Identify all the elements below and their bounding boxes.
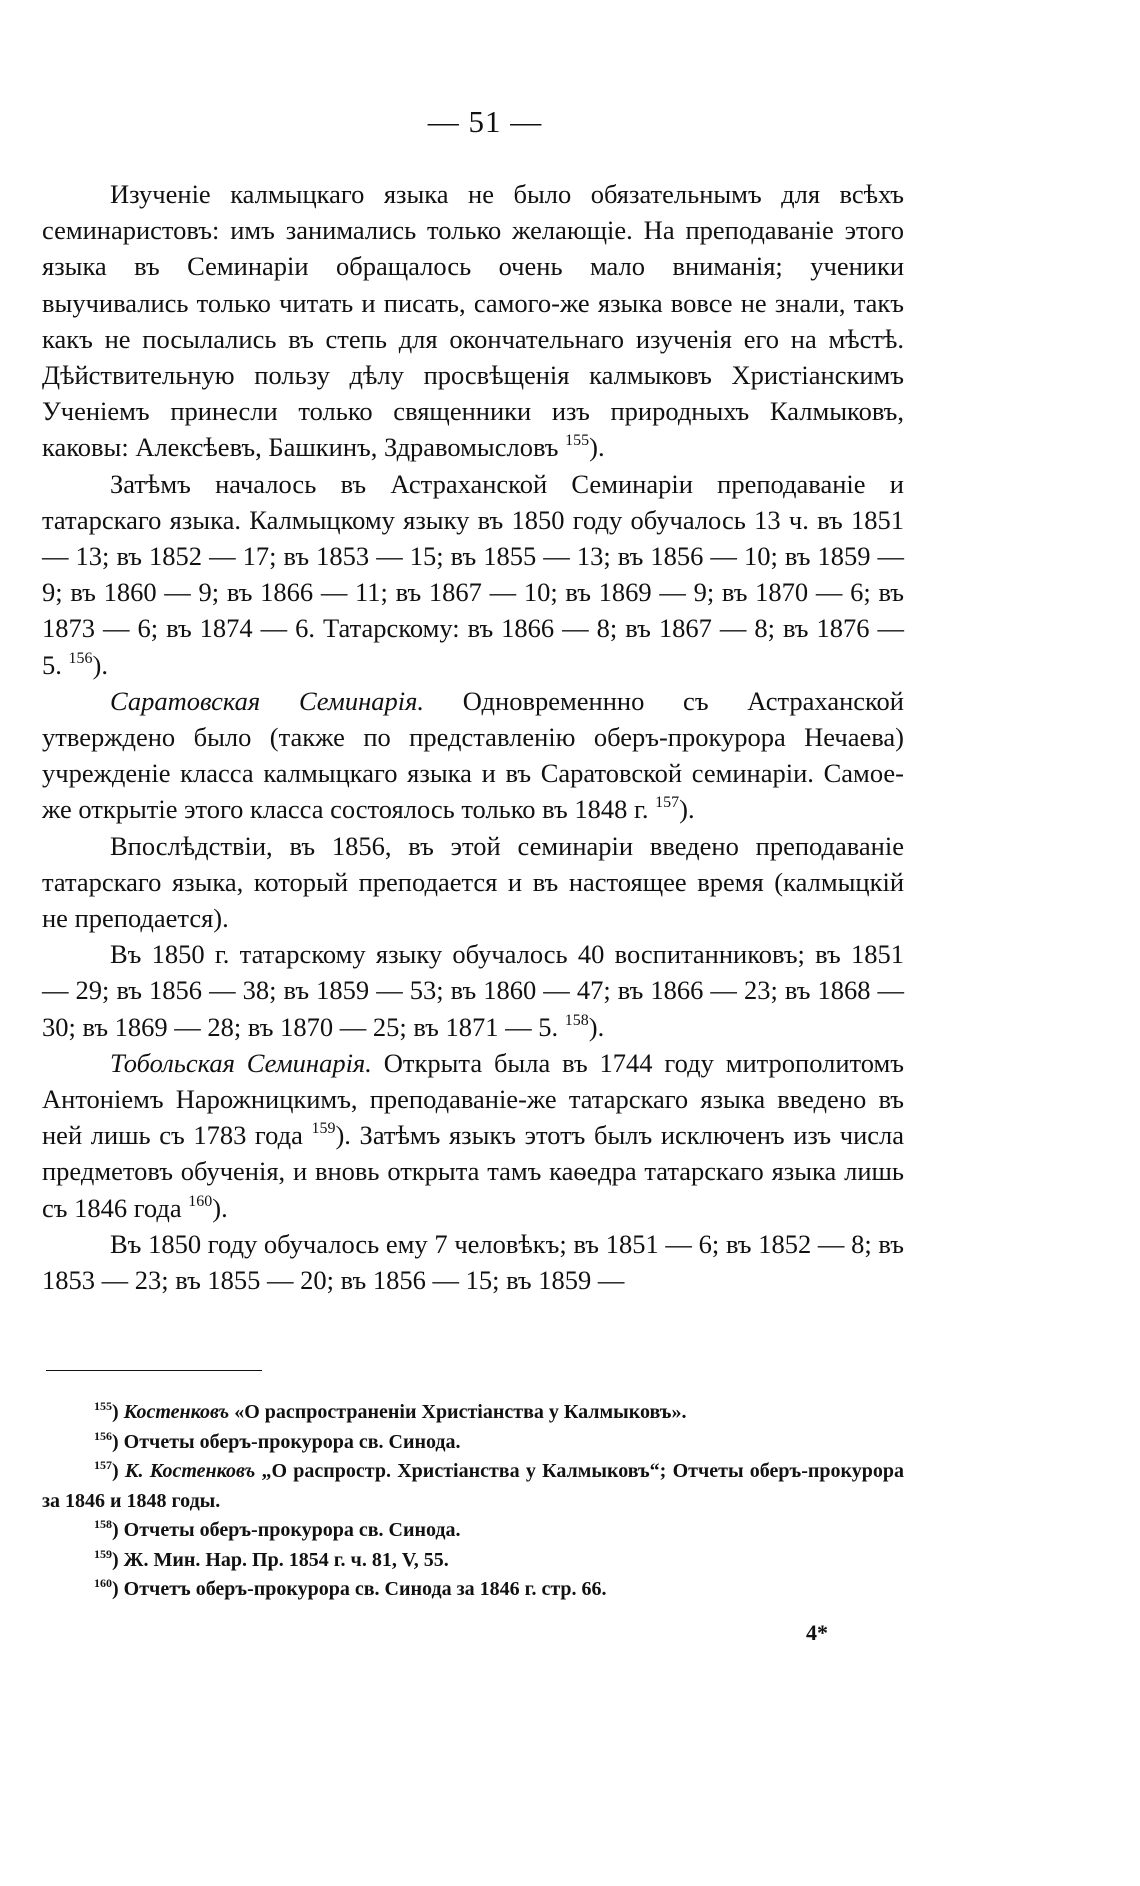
body-text [42,176,904,1298]
paragraph: Саратовская Семинарія. Одновременнно съ Астраханской утверждено было (также по представленію оберъ-прокурора Нечаева) учрежденіе класса калмыцкаго языка и въ Саратовской семинаріи. Самое-же открытіе этого класса состоялось только въ 1848 г. $^{157}$). [42,685,904,825]
page-number: — 51 — [427,104,543,139]
footnote-ref: 159 [311,1120,336,1138]
paragraph: Въ 1850 г. татарскому языку обучалось 40 воспитанниковъ; въ 1851 — 29; въ 1856 — 38; въ 1859 — 53; въ 1860 — 47; въ 1866 — 23; въ 1868 — 30; въ 1869 — 28; въ 1870 — 25; въ 1871 — 5. $^{158}$). [42,939,904,1042]
footnote-ref: 155 [565,432,590,450]
footnote: $^{158}$) Отчеты оберъ-прокурора св. Синода. [94,1517,461,1541]
section-heading: Тобольская Семинарія. [110,1047,372,1078]
footnote-ref: 156 [68,649,93,667]
footnote: $^{156}$) Отчеты оберъ-прокурора св. Синода. [94,1428,461,1453]
section-heading: Саратовская Семинарія. [110,685,425,716]
footnotes [42,1398,904,1605]
footnote-ref: 160 [188,1192,213,1210]
paragraph: Затѣмъ началось въ Астраханской Семинаріи преподаваніе и татарскаго языка. Калмыцкому языку въ 1850 году обучалось 13 ч. въ 1851 — 13; въ 1852 — 17; въ 1853 — 15; въ 1855 — 13; въ 1856 — 10; въ 1859 — 9; въ 1860 — 9; въ 1866 — 11; въ 1867 — 10; въ 1869 — 9; въ 1870 — 6; въ 1873 — 6; въ 1874 — 6. Татарскому: въ 1866 — 8; въ 1867 — 8; въ 1876 — 5. $^{156}$). [42,468,904,680]
footnote: $^{159}$) Ж. Мин. Нар. Пр. 1854 г. ч. 81, V, 55. [94,1546,449,1571]
footnote: $^{157}$) К. Костенковъ „О распростр. Христіанства у Калмыковъ“; Отчеты оберъ-прокурора за 1846 и 1848 годы. [42,1458,904,1512]
footnote-ref: 157 [655,794,680,812]
footnote: $^{155}$) Костенковъ «О распространеніи Христіанства у Калмыковъ». [94,1399,687,1423]
footnote-ref: 158 [564,1011,589,1029]
footnote-divider [46,1370,262,1371]
printer-signature-mark: 4* [806,1620,828,1645]
paragraph: Въ 1850 году обучалось ему 7 человѣкъ; въ 1851 — 6; въ 1852 — 8; въ 1853 — 23; въ 1855 — 20; въ 1856 — 15; въ 1859 — [42,1228,904,1296]
paragraph: Тобольская Семинарія. Открыта была въ 1744 году митрополитомъ Антоніемъ Нарожницкимъ, преподаваніе-же татарскаго языка введено въ ней лишь съ 1783 года $^{159}$). Затѣмъ языкъ этотъ былъ исключенъ изъ числа предметовъ обученія, и вновь открыта тамъ каѳедра татарскаго языка лишь съ 1846 года $^{160}$). [42,1047,904,1223]
paragraph: Впослѣдствіи, въ 1856, въ этой семинаріи введено преподаваніе татарскаго языка, который преподается и въ настоящее время (калмыцкій не преподается). [42,830,904,934]
paragraph: Изученіе калмыцкаго языка не было обязательнымъ для всѣхъ семинаристовъ: имъ занимались только желающіе. На преподаваніе этого языка въ Семинаріи обращалось очень мало вниманія; ученики выучивались только читать и писать, самого-же языка вовсе не знали, такъ какъ не посылались въ степь для окончательнаго изученія его на мѣстѣ. Дѣйствительную пользу дѣлу просвѣщенія калмыковъ Христіанскимъ Ученіемъ принесли только священники изъ природныхъ Калмыковъ, каковы: Алексѣевъ, Башкинъ, Здравомысловъ $^{155}$). [42,179,904,463]
footnote: $^{160}$) Отчетъ оберъ-прокурора св. Синода за 1846 г. стр. 66. [94,1576,607,1600]
